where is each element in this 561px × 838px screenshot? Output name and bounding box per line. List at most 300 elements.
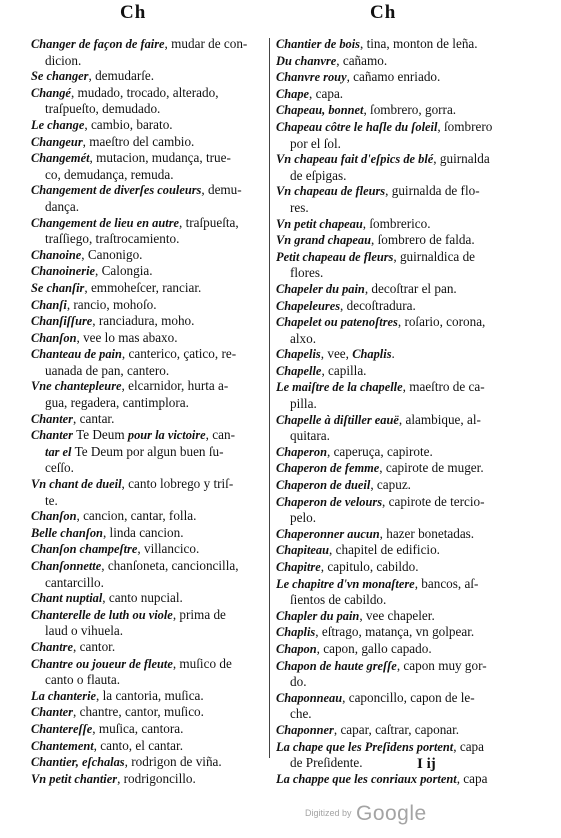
translation-spanish: , cantor. [73, 638, 116, 654]
headword-french: Chaperon de dueil [276, 478, 371, 493]
headword-french: Vn petit chapeau [276, 216, 363, 231]
headword-french: Chantement [31, 738, 94, 753]
headword-french: Chape [276, 86, 310, 101]
entry-line [31, 378, 283, 395]
dictionary-entry [31, 656, 283, 688]
entry-line [276, 722, 536, 739]
entry-line [276, 477, 536, 494]
dictionary-entry [276, 216, 536, 233]
dictionary-entry [31, 134, 283, 151]
translation-spanish: canto o flauta. [45, 672, 121, 688]
dictionary-entry [31, 558, 283, 590]
translation-spanish: , ſombrero [437, 118, 493, 134]
entry-line [276, 641, 536, 658]
dictionary-entry [276, 624, 536, 641]
translation-spanish: , villancico. [137, 541, 200, 557]
translation-spanish: , canterico, çatico, re- [121, 346, 237, 362]
headword-french: Changemét [31, 151, 90, 166]
dictionary-entry [276, 363, 536, 380]
translation-spanish: por algun buen ſu- [123, 443, 224, 459]
headword-french: Changeur [31, 134, 83, 149]
translation-spanish: , la cantoria, muſica. [96, 687, 204, 703]
translation-spanish: , guirnalda de flo- [385, 183, 480, 199]
entry-line [31, 541, 283, 558]
translation-spanish: che. [290, 706, 312, 722]
entry-line [276, 624, 536, 641]
dictionary-entry [276, 559, 536, 576]
headword-french: Chaperonner aucun [276, 526, 380, 541]
translation-spanish: , bancos, aſ- [414, 575, 479, 591]
translation-spanish: , canto, el cantar. [93, 737, 183, 753]
headword-french: Chaperon de velours [276, 494, 383, 509]
running-head-right: Ch [370, 2, 397, 23]
headword-french: Se chanſir [31, 280, 85, 295]
dictionary-entry [31, 346, 283, 378]
headword-french: Belle chanſon [31, 525, 103, 540]
headword-french: Chantier, eſchalas [31, 755, 125, 770]
translation-spanish: , caponcillo, capon de le- [342, 689, 475, 705]
translation-spanish: ſientos de cabildo. [290, 592, 387, 608]
dictionary-entry [276, 444, 536, 461]
headword-french: Chapon de haute greſſe [276, 658, 397, 673]
translation-spanish: , ſombrero, gorra. [363, 102, 457, 118]
translation-spanish: uanada de pan, cantero. [45, 362, 170, 378]
headword-french: Chantre ou joueur de fleute [31, 656, 173, 671]
translation-spanish: , elcarnidor, hurta a- [121, 378, 229, 394]
entry-continuation [31, 444, 283, 461]
translation-spanish: traſſiego, traſtrocamiento. [45, 231, 180, 247]
translation-spanish: , capuz. [370, 477, 411, 493]
headword-french: Chanſonnette [31, 559, 102, 573]
dictionary-entry [276, 346, 536, 363]
translation-spanish: laud o vihuela. [45, 623, 124, 639]
entry-line [276, 298, 536, 315]
translation-spanish: , alambique, al- [398, 411, 481, 427]
headword-french: Chanter [31, 705, 74, 720]
entry-line [276, 36, 536, 53]
translation-spanish: , vee chapeler. [359, 607, 435, 623]
headword-french: Chantre [31, 639, 74, 654]
translation-spanish: de Preſidente. [290, 755, 363, 771]
translation-spanish: , ſombrero de falda. [371, 232, 475, 248]
dictionary-entry [276, 542, 536, 559]
translation-spanish: , muſico de [172, 655, 232, 671]
translation-spanish: , traſpueſta, [179, 214, 239, 230]
entry-line [31, 639, 283, 656]
translation-spanish: dança. [45, 198, 80, 214]
dictionary-entry [276, 526, 536, 543]
headword-french: Chapitre [276, 560, 321, 574]
dictionary-entry [276, 249, 536, 281]
entry-continuation [31, 101, 283, 117]
dictionary-entry [276, 151, 536, 183]
entry-line [31, 85, 283, 102]
dictionary-entry [31, 688, 283, 705]
translation-spanish: , can- [205, 427, 235, 443]
dictionary-entry [276, 119, 536, 151]
entry-continuation [31, 493, 283, 509]
translation-spanish: Te Deum [73, 427, 128, 443]
translation-spanish: , canto nupcial. [102, 590, 183, 606]
dictionary-entry [31, 36, 283, 68]
entry-line [31, 150, 283, 167]
headword-french: Chantier de bois [276, 37, 360, 51]
entry-continuation [31, 167, 283, 183]
entry-line [276, 739, 536, 756]
headword-french: Chapelle [276, 363, 322, 378]
headword-french: pour la victoire [127, 428, 206, 443]
dictionary-entry [276, 771, 536, 788]
translation-spanish: co, demudança, remuda. [45, 166, 174, 182]
entry-line [276, 559, 536, 576]
signature-mark: I ij [417, 756, 436, 772]
entry-line [31, 427, 283, 444]
entry-line [276, 53, 536, 70]
entry-line [276, 542, 536, 559]
dictionary-entry [276, 314, 536, 346]
entry-line [31, 508, 283, 525]
entry-continuation [276, 331, 536, 347]
translation-spanish: dicion. [45, 52, 82, 68]
running-head-left: Ch [120, 2, 147, 23]
dictionary-entry [31, 117, 283, 134]
dictionary-entry [31, 508, 283, 525]
dictionary-entry [31, 754, 283, 771]
dictionary-entry [276, 86, 536, 103]
digitized-footer [305, 802, 427, 826]
translation-spanish: cantarcillo. [45, 574, 104, 590]
headword-french: Chanſon champeſtre [31, 542, 138, 557]
translation-spanish: , capirote de tercio- [382, 493, 485, 509]
headword-french: Vn chapeau de fleurs [276, 184, 386, 199]
entry-line [31, 558, 283, 575]
entry-line [31, 346, 283, 363]
headword-french: Changement de diverſes couleurs [31, 183, 202, 198]
dictionary-entry [276, 641, 536, 658]
dictionary-entry [31, 297, 283, 314]
digitized-by-text: Digitized by [305, 808, 352, 818]
translation-spanish: , rancio, mohoſo. [66, 296, 157, 312]
translation-spanish: , vee lo mas abaxo. [76, 329, 178, 345]
entry-line [276, 216, 536, 233]
entry-line [31, 297, 283, 314]
translation-spanish: , decoſtradura. [340, 297, 416, 313]
dictionary-entry [31, 541, 283, 558]
translation-spanish: do. [290, 674, 307, 690]
entry-line [31, 280, 283, 297]
headword-french: Changer de façon de faire [31, 37, 165, 51]
headword-french: Chaperon de femme [276, 461, 380, 476]
entry-line [276, 69, 536, 86]
dictionary-entry [276, 739, 536, 771]
entry-line [276, 281, 536, 298]
dictionary-entry [276, 53, 536, 70]
entry-continuation [31, 672, 283, 688]
entry-line [31, 590, 283, 607]
translation-spanish: , caperuça, capirote. [326, 443, 433, 459]
headword-french: Chanterelle de luth ou viole [31, 607, 173, 622]
translation-spanish: , mutacion, mudança, true- [89, 150, 231, 166]
dictionary-entry [276, 281, 536, 298]
entry-continuation [31, 395, 283, 411]
headword-french: Vn petit chantier [31, 771, 118, 786]
headword-french: tar el [45, 444, 75, 459]
entry-line [276, 526, 536, 543]
entry-line [276, 183, 536, 200]
entry-line [276, 249, 536, 266]
dictionary-entry [31, 378, 283, 410]
headword-french: Chaperon [276, 444, 327, 459]
translation-spanish: , ranciadura, moho. [92, 313, 195, 329]
entry-line [276, 86, 536, 103]
translation-spanish: quitara. [290, 428, 330, 444]
translation-spanish: , vee, [320, 346, 353, 362]
translation-spanish: res. [290, 199, 309, 215]
headword-french: Chapelle à diſtiller eauë [276, 412, 399, 427]
translation-spanish: , capilla. [321, 362, 367, 378]
entry-line [276, 412, 536, 429]
entry-line [31, 738, 283, 755]
headword-french: La chanterie [31, 688, 97, 703]
entry-continuation [31, 231, 283, 247]
dictionary-entry [276, 412, 536, 444]
entry-line [276, 576, 536, 593]
entry-line [31, 656, 283, 673]
entry-continuation [276, 510, 536, 526]
headword-french: Le maiſtre de la chapelle [276, 380, 403, 395]
dictionary-entry [276, 183, 536, 215]
headword-french: Petit chapeau de fleurs [276, 249, 394, 264]
dictionary-entry [276, 690, 536, 722]
translation-spanish: , maeſtro de ca- [402, 379, 485, 395]
headword-french: Chapeler du pain [276, 281, 365, 296]
translation-spanish: . [391, 346, 395, 362]
entry-line [276, 658, 536, 675]
headword-french: Chanſon [31, 509, 77, 524]
dictionary-entry [31, 313, 283, 330]
translation-spanish: , guirnaldica de [393, 248, 476, 264]
entry-line [31, 247, 283, 264]
dictionary-entry [31, 704, 283, 721]
dictionary-entry [276, 298, 536, 315]
entry-continuation [276, 136, 536, 152]
entry-line [31, 134, 283, 151]
translation-spanish: ceſſo. [45, 460, 74, 476]
translation-spanish: , capon muy gor- [396, 657, 487, 673]
headword-french: Se changer [31, 69, 89, 84]
dictionary-entry [31, 427, 283, 476]
translation-spanish: pilla. [290, 396, 317, 412]
translation-spanish: , capitulo, cabildo. [320, 559, 419, 574]
translation-spanish: , rodrigon de viña. [124, 754, 222, 770]
translation-spanish: , cancion, cantar, folla. [76, 508, 197, 524]
dictionary-entry [276, 460, 536, 477]
headword-french: Chapiteau [276, 543, 330, 558]
entry-line [31, 754, 283, 771]
entry-line [276, 494, 536, 511]
headword-french: Chanſi [31, 297, 67, 312]
entry-line [31, 330, 283, 347]
translation-spanish: , prima de [172, 606, 226, 622]
headword-french: Vne chantepleure [31, 379, 122, 394]
headword-french: Chapeleures [276, 298, 341, 313]
translation-spanish: Te Deum [74, 443, 124, 459]
dictionary-entry [31, 247, 283, 264]
translation-spanish: , Canonigo. [81, 246, 143, 262]
dictionary-entry [276, 608, 536, 625]
translation-spanish: , cañamo. [336, 52, 388, 68]
left-column [31, 36, 283, 787]
dictionary-entry [276, 477, 536, 494]
entry-line [31, 704, 283, 721]
headword-french: Changement de lieu en autre [31, 215, 180, 230]
entry-line [276, 232, 536, 249]
headword-french: Chanter [31, 411, 74, 426]
dictionary-entry [276, 232, 536, 249]
translation-spanish: , muſica, cantora. [92, 720, 184, 736]
entry-continuation [31, 623, 283, 639]
translation-spanish: gua, regadera, cantimplora. [45, 395, 189, 411]
translation-spanish: de eſpigas. [290, 167, 347, 183]
entry-line [276, 608, 536, 625]
dictionary-entry [31, 330, 283, 347]
entry-line [31, 688, 283, 705]
entry-line [276, 346, 536, 363]
entry-line [276, 690, 536, 707]
translation-spanish: , capon, gallo capado. [316, 640, 432, 656]
dictionary-entry [31, 639, 283, 656]
entry-line [276, 102, 536, 119]
entry-line [276, 314, 536, 331]
headword-french: Le change [31, 117, 85, 132]
dictionary-entry [31, 476, 283, 508]
entry-line [276, 379, 536, 396]
dictionary-entry [31, 771, 283, 788]
dictionary-entry [276, 69, 536, 86]
translation-spanish: , cambio, barato. [84, 116, 173, 132]
headword-french: Chaponner [276, 722, 334, 737]
translation-spanish: pelo. [290, 510, 317, 526]
headword-french: Changé [31, 85, 71, 100]
translation-spanish: , tina, monton de leña. [360, 36, 478, 51]
translation-spanish: , capar, caſtrar, caponar. [333, 721, 460, 737]
translation-spanish: te. [45, 492, 58, 508]
translation-spanish: , hazer bonetadas. [379, 525, 475, 541]
dictionary-entry [31, 738, 283, 755]
entry-continuation [31, 363, 283, 379]
headword-french: Chanſiſſure [31, 314, 93, 329]
entry-continuation [31, 460, 283, 476]
entry-line [31, 476, 283, 493]
entry-continuation [276, 396, 536, 412]
translation-spanish: , cantar. [73, 410, 115, 426]
translation-spanish: , capa [453, 738, 484, 754]
entry-line [31, 117, 283, 134]
translation-spanish: , linda cancion. [102, 524, 184, 540]
entry-continuation [276, 755, 536, 771]
entry-line [31, 771, 283, 788]
headword-french: Chanoinerie [31, 264, 96, 279]
entry-continuation [31, 53, 283, 69]
headword-french: La chape que les Preſidens portent [276, 739, 454, 754]
headword-french: Chanoine [31, 247, 82, 262]
entry-continuation [276, 200, 536, 216]
translation-spanish: , chapitel de edificio. [329, 542, 440, 558]
dictionary-entry [31, 607, 283, 639]
headword-french: Chanſon [31, 330, 77, 345]
dictionary-entry [31, 68, 283, 85]
headword-french: Chant nuptial [31, 591, 103, 606]
translation-spanish: , roſario, corona, [397, 314, 486, 330]
translation-spanish: , ſombrerico. [362, 215, 431, 231]
headword-french: Chanter [31, 428, 74, 443]
headword-french: La chappe que les conriaux portent [276, 771, 457, 786]
dictionary-entry [31, 411, 283, 428]
translation-spanish: , decoſtrar el pan. [364, 280, 457, 296]
dictionary-entry [31, 525, 283, 542]
entry-line [31, 313, 283, 330]
headword-french: Du chanvre [276, 53, 337, 68]
dictionary-entry [31, 215, 283, 247]
translation-spanish: , chanſoneta, cancioncilla, [101, 558, 239, 573]
entry-line [276, 771, 536, 788]
dictionary-entry [31, 721, 283, 738]
entry-continuation [276, 428, 536, 444]
dictionary-entry [276, 722, 536, 739]
dictionary-entry [276, 494, 536, 526]
dictionary-entry [31, 280, 283, 297]
translation-spanish: , capa [456, 770, 488, 786]
dictionary-entry [31, 263, 283, 280]
translation-spanish: , emmoheſcer, ranciar. [84, 279, 202, 295]
translation-spanish: , capirote de muger. [379, 460, 484, 476]
translation-spanish: , demudarſe. [88, 68, 155, 84]
translation-spanish: , cañamo enriado. [346, 69, 441, 85]
entry-continuation [31, 575, 283, 591]
dictionary-entry [31, 85, 283, 117]
translation-spanish: flores. [290, 265, 324, 281]
dictionary-entry [31, 590, 283, 607]
headword-french: Chantereſſe [31, 721, 93, 736]
entry-line [31, 182, 283, 199]
translation-spanish: , mudar de con- [164, 36, 248, 51]
headword-french: Chapeau côtre le haſle du ſoleil [276, 119, 438, 134]
headword-french: Chanvre rouy [276, 70, 347, 85]
entry-line [276, 119, 536, 136]
entry-line [31, 721, 283, 738]
translation-spanish: traſpueſto, demudado. [45, 101, 161, 117]
entry-line [31, 263, 283, 280]
headword-french: Chanteau de pain [31, 347, 122, 362]
google-logo: Google [355, 802, 427, 825]
translation-spanish: , canto lobrego y triſ- [121, 476, 234, 492]
translation-spanish: alxo. [290, 330, 317, 346]
translation-spanish: , eſtrago, matança, vn golpear. [315, 624, 475, 640]
headword-french: Chaponneau [276, 690, 343, 705]
translation-spanish: , demu- [201, 182, 242, 198]
headword-french: Vn chant de dueil [31, 477, 122, 492]
translation-spanish: , capa. [309, 85, 344, 101]
entry-line [31, 607, 283, 624]
headword-french: Chapler du pain [276, 608, 360, 623]
headword-french: Chaplis [276, 625, 316, 640]
headword-french: Chapon [276, 641, 317, 656]
entry-continuation [276, 706, 536, 722]
right-column [276, 36, 536, 787]
entry-line [31, 36, 283, 53]
translation-spanish: , chantre, cantor, muſico. [73, 704, 204, 720]
entry-continuation [276, 168, 536, 184]
